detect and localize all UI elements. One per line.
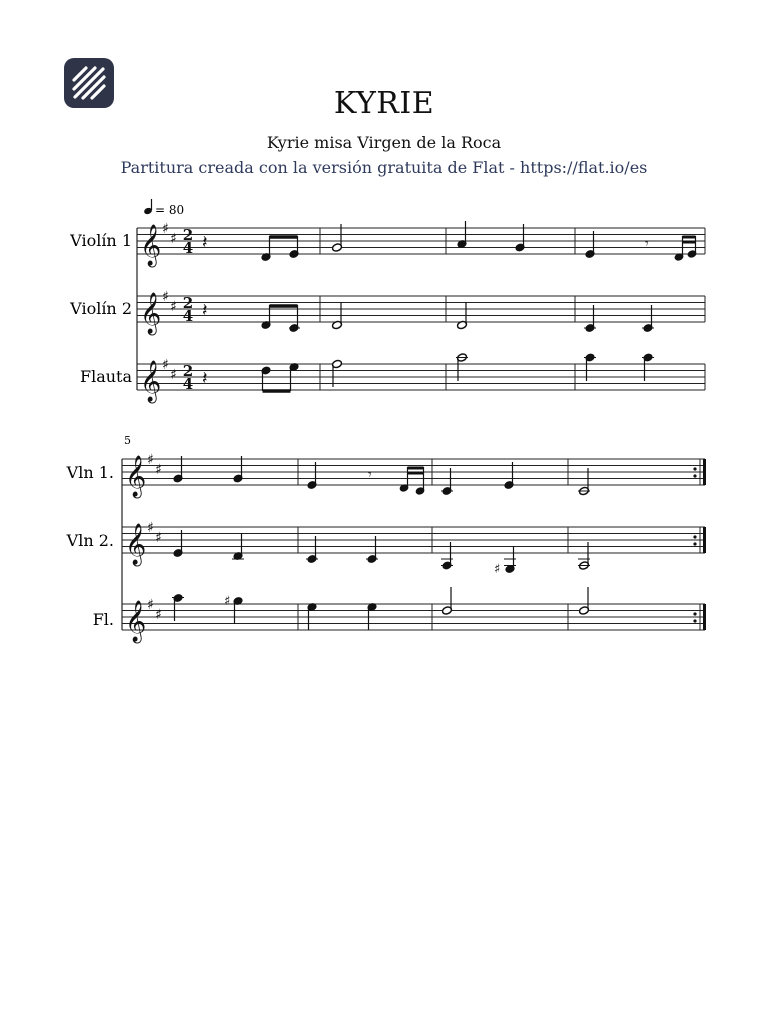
svg-text:♯: ♯ xyxy=(147,597,154,613)
key-signature xyxy=(162,221,177,383)
svg-text:4: 4 xyxy=(182,307,194,325)
svg-text:4: 4 xyxy=(182,375,194,393)
key-signature xyxy=(147,452,162,623)
svg-text:♯: ♯ xyxy=(170,367,177,383)
measure-number: 5 xyxy=(124,434,131,447)
svg-text:♯: ♯ xyxy=(147,520,154,536)
time-signature xyxy=(183,226,193,393)
svg-text:2: 2 xyxy=(182,226,194,244)
svg-text:♯: ♯ xyxy=(224,594,231,609)
svg-text:♯: ♯ xyxy=(170,299,177,315)
svg-text:2: 2 xyxy=(182,294,194,312)
svg-text:𝄽: 𝄽 xyxy=(202,300,208,321)
svg-text:♯: ♯ xyxy=(494,562,501,577)
svg-text:4: 4 xyxy=(182,239,194,257)
treble-clef-icon: 𝄞 xyxy=(140,225,162,266)
svg-text:2: 2 xyxy=(182,362,194,380)
treble-clef-icon: 𝄞 xyxy=(140,361,162,402)
svg-text:♯: ♯ xyxy=(162,289,169,305)
tempo-text: = 80 xyxy=(155,203,185,217)
system-1 xyxy=(69,221,705,403)
system-2 xyxy=(66,434,706,643)
score-subtitle: Kyrie misa Virgen de la Roca xyxy=(266,133,502,152)
score-title: KYRIE xyxy=(333,86,435,121)
tempo-marking xyxy=(143,199,184,217)
instrument-label: Fl. xyxy=(92,610,114,629)
svg-text:𝄽: 𝄽 xyxy=(202,368,208,389)
svg-text:𝄽: 𝄽 xyxy=(202,232,208,253)
svg-text:𝄾: 𝄾 xyxy=(368,467,372,483)
svg-text:♯: ♯ xyxy=(162,221,169,237)
svg-text:♯: ♯ xyxy=(155,607,162,623)
svg-text:♯: ♯ xyxy=(170,231,177,247)
treble-clef-icon: 𝄞 xyxy=(125,524,147,565)
instrument-label: Flauta xyxy=(79,367,132,386)
instrument-label: Vln 2. xyxy=(66,531,114,550)
treble-clef-icon: 𝄞 xyxy=(140,293,162,334)
svg-text:𝄾: 𝄾 xyxy=(645,236,649,252)
treble-clef-icon: 𝄞 xyxy=(125,601,147,642)
treble-clef-icon: 𝄞 xyxy=(125,456,147,497)
violin1-notes xyxy=(173,456,590,496)
svg-text:♯: ♯ xyxy=(162,357,169,373)
svg-text:♯: ♯ xyxy=(155,462,162,478)
svg-text:♯: ♯ xyxy=(147,452,154,468)
instrument-label: Vln 1. xyxy=(66,463,114,482)
instrument-label: Violín 1 xyxy=(70,231,132,250)
instrument-label: Violín 2 xyxy=(70,299,132,318)
quarter-rest xyxy=(202,232,208,389)
score-credit: Partitura creada con la versión gratuita de Flat - https://flat.io/es xyxy=(120,158,648,177)
svg-text:♯: ♯ xyxy=(155,530,162,546)
